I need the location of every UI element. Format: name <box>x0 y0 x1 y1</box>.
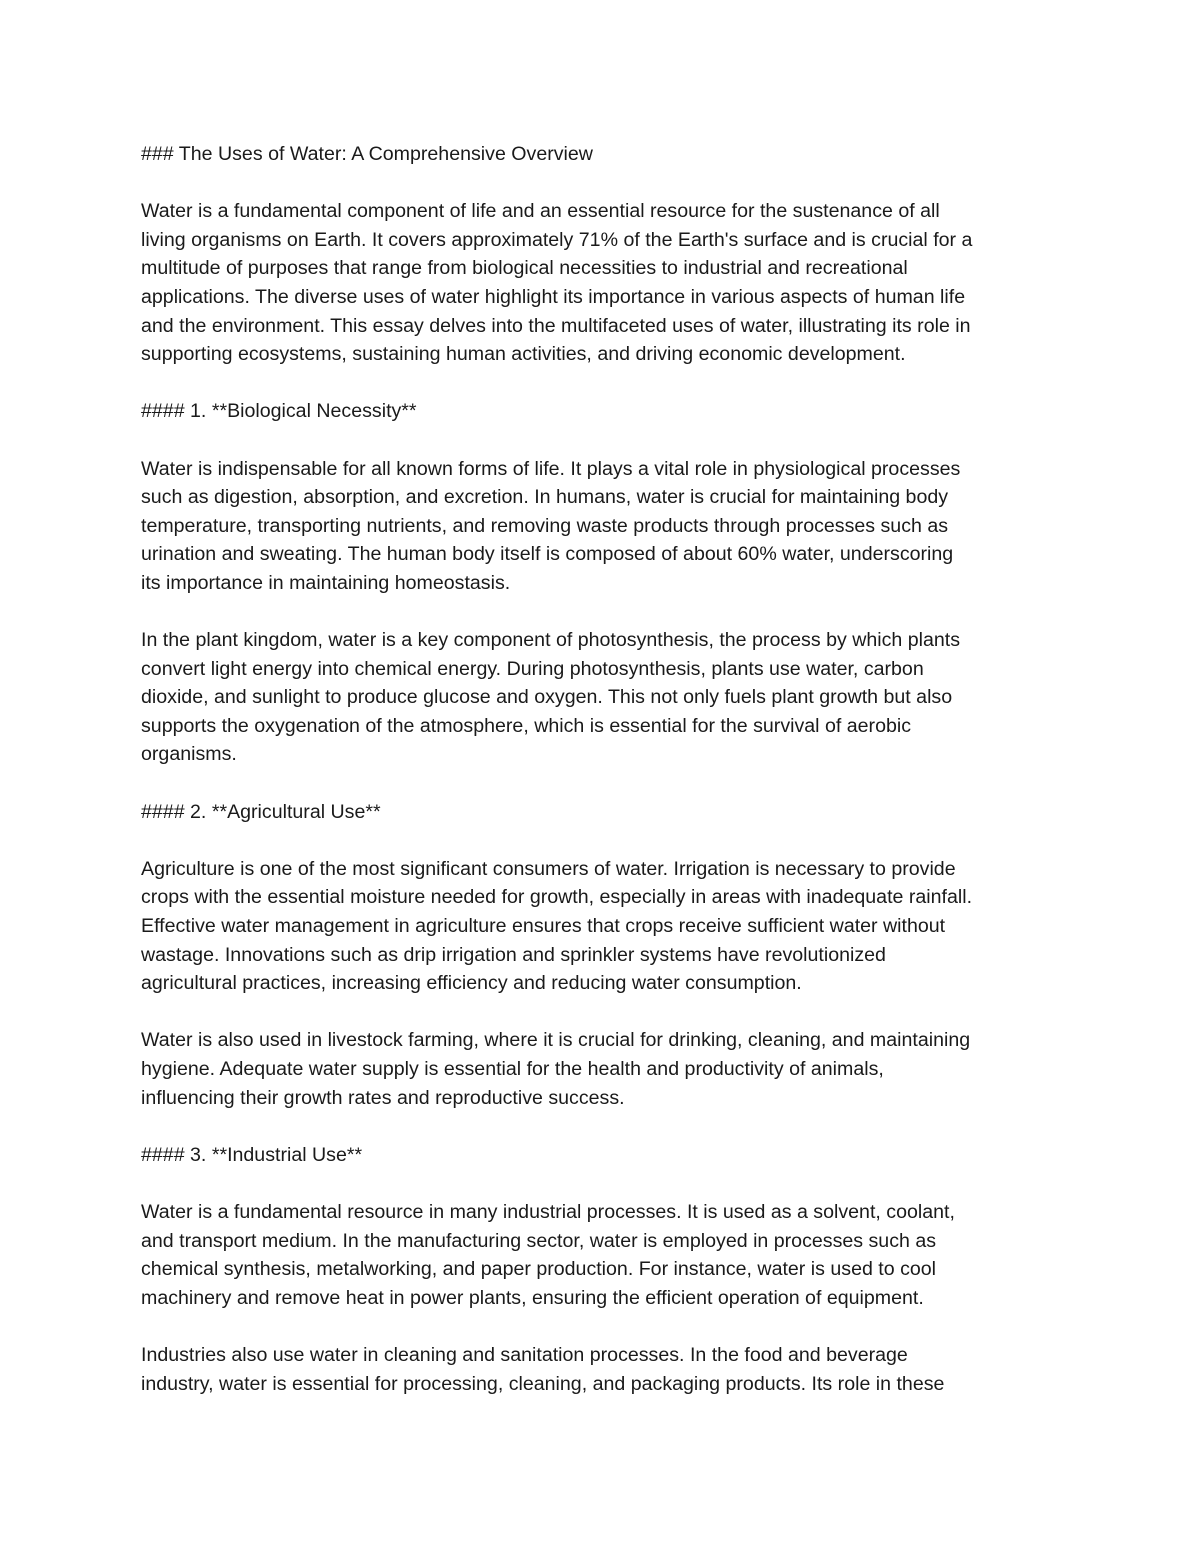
text-line: convert light energy into chemical energy. During photosynthesis, plants use water, carbon <box>141 657 924 680</box>
section-heading-biological <box>141 397 1071 426</box>
text-line: and the environment. This essay delves into the multifaceted uses of water, illustrating its role in <box>141 314 971 337</box>
heading-line: #### 3. **Industrial Use** <box>141 1143 363 1166</box>
text-line: such as digestion, absorption, and excretion. In humans, water is crucial for maintaining body <box>141 486 949 509</box>
text-line: living organisms on Earth. It covers approximately 71% of the Earth's surface and is crucial for a <box>141 228 973 251</box>
text-line: Effective water management in agriculture ensures that crops receive sufficient water without <box>141 915 946 938</box>
text-line: dioxide, and sunlight to produce glucose and oxygen. This not only fuels plant growth but also <box>141 686 953 709</box>
text-line: Industries also use water in cleaning and sanitation processes. In the food and beverage <box>141 1343 908 1366</box>
text-line: industry, water is essential for processing, cleaning, and packaging products. Its role in these <box>141 1372 945 1395</box>
text-line: In the plant kingdom, water is a key component of photosynthesis, the process by which plants <box>141 629 961 652</box>
paragraph-biological-1 <box>141 455 1071 598</box>
text-line: hygiene. Adequate water supply is essential for the health and productivity of animals, <box>141 1058 884 1080</box>
text-line: machinery and remove heat in power plants, ensuring the efficient operation of equipment. <box>141 1286 924 1309</box>
heading-line: #### 2. **Agricultural Use** <box>141 800 381 823</box>
text-line: Water is a fundamental resource in many industrial processes. It is used as a solvent, coolant, <box>141 1200 955 1223</box>
heading-line: #### 1. **Biological Necessity** <box>141 400 417 423</box>
text-line: Water is a fundamental component of life and an essential resource for the sustenance of all <box>141 200 940 223</box>
paragraph-industrial-2 <box>141 1341 1071 1398</box>
text-line: influencing their growth rates and reproductive success. <box>141 1086 625 1109</box>
text-line: Water is indispensable for all known forms of life. It plays a vital role in physiological processes <box>141 457 961 480</box>
title-line: ### The Uses of Water: A Comprehensive Overview <box>141 143 593 165</box>
text-line: applications. The diverse uses of water highlight its importance in various aspects of human life <box>141 285 966 308</box>
text-line: supports the oxygenation of the atmosphere, which is essential for the survival of aerobic <box>141 714 912 737</box>
text-line: supporting ecosystems, sustaining human activities, and driving economic development. <box>141 343 906 366</box>
text-line: organisms. <box>141 743 237 766</box>
text-line: wastage. Innovations such as drip irrigation and sprinkler systems have revolutionized <box>141 943 886 966</box>
paragraph-industrial-1 <box>141 1198 1071 1312</box>
document-title <box>141 140 1071 169</box>
text-line: urination and sweating. The human body itself is composed of about 60% water, underscoring <box>141 543 954 566</box>
text-line: and transport medium. In the manufacturing sector, water is employed in processes such as <box>141 1229 937 1252</box>
section-heading-agricultural <box>141 798 1071 827</box>
paragraph-agricultural-1 <box>141 855 1071 998</box>
text-line: Water is also used in livestock farming, where it is crucial for drinking, cleaning, and maintaining <box>141 1029 971 1052</box>
text-line: temperature, transporting nutrients, and removing waste products through processes such as <box>141 514 949 537</box>
document-body <box>141 140 1071 1427</box>
text-line: chemical synthesis, metalworking, and paper production. For instance, water is used to cool <box>141 1258 937 1281</box>
section-heading-industrial <box>141 1141 1071 1170</box>
text-line: crops with the essential moisture needed for growth, especially in areas with inadequate rainfall. <box>141 886 973 909</box>
text-line: Agriculture is one of the most significant consumers of water. Irrigation is necessary to provide <box>141 857 956 880</box>
paragraph-intro <box>141 197 1071 369</box>
text-line: its importance in maintaining homeostasis. <box>141 571 511 594</box>
paragraph-biological-2 <box>141 626 1071 769</box>
text-line: multitude of purposes that range from biological necessities to industrial and recreational <box>141 257 908 280</box>
paragraph-agricultural-2 <box>141 1026 1071 1112</box>
text-line: agricultural practices, increasing efficiency and reducing water consumption. <box>141 972 802 995</box>
